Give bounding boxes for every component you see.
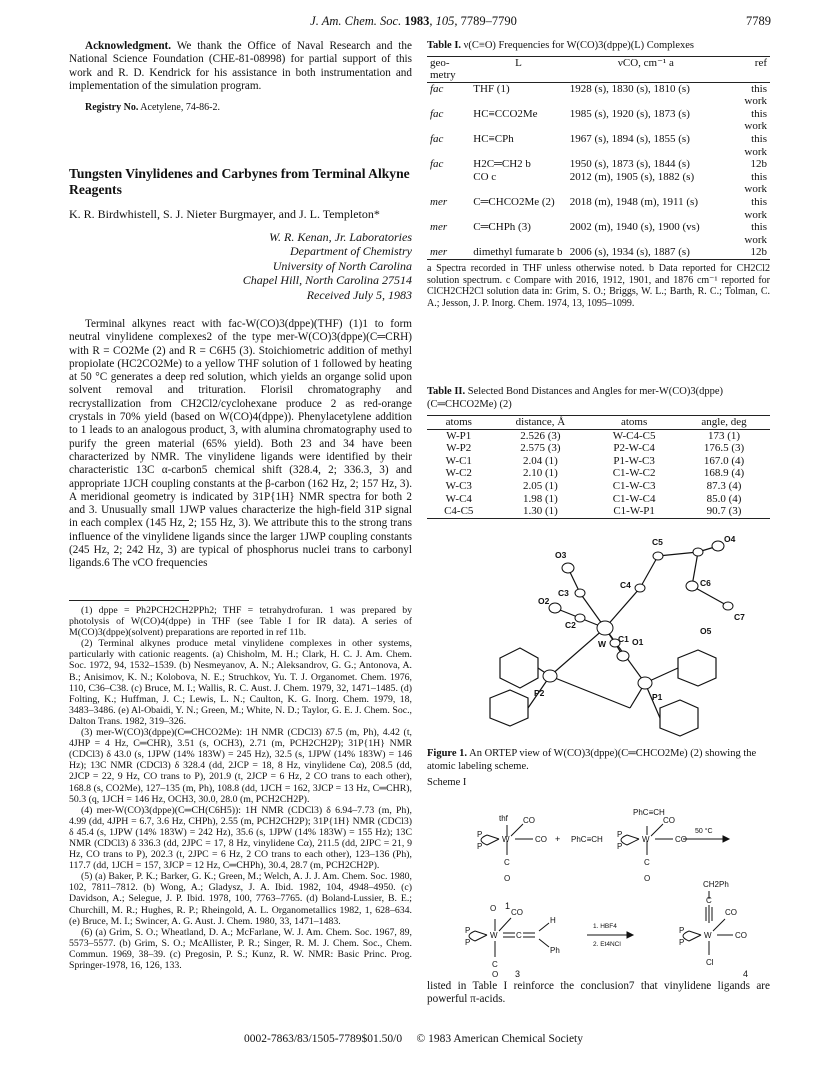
affiliation-line: University of North Carolina (272, 258, 412, 273)
atom-labels (534, 534, 745, 702)
atom-label: O3 (555, 550, 567, 560)
header-cell: ref (754, 56, 767, 69)
table-2-body (427, 429, 770, 518)
table-cell: C1-W-C3 (612, 479, 656, 492)
atom-label: C4 (620, 580, 631, 590)
w-label: W (502, 835, 510, 844)
article-authors: K. R. Birdwhistell, S. J. Nieter Burgmayer, and J. L. Templeton* (69, 207, 380, 221)
table-row (427, 493, 770, 506)
compound-number-1: 1 (505, 901, 511, 911)
header-cell: L (515, 56, 522, 69)
table-2 (427, 386, 770, 519)
co-label: CO (675, 835, 687, 844)
table-1-title: ν(C≡O) Frequencies for W(CO)3(dppe)(L) Complexes (463, 40, 695, 51)
table-cell: 2.575 (3) (520, 442, 561, 455)
table-cell: 173 (1) (707, 429, 741, 442)
table-cell: W-P2 (446, 442, 472, 455)
table-cell: 2012 (m), 1905 (s), 1882 (s) (569, 170, 695, 183)
table-1-notes: a Spectra recorded in THF unless otherwise noted. b Data reported for CH2Cl2 solution spectrum. c Compare with 2016, 1912, 1901, and 1876 cm⁻¹ reported for ClCH2CH2Cl solution data in: Grim, S. O.; Briggs, W. L.; Barth, R. C.; Tolman, C. A.; Jesson, J. P. Inorg. Chem. 1974, 13, 1095–1099. (427, 263, 770, 309)
table-cell: this work (744, 170, 767, 196)
w-label: W (642, 835, 650, 844)
atom-label: O4 (724, 534, 736, 544)
figure-1-caption (427, 748, 770, 773)
plus-sign: + (555, 834, 561, 844)
atom-label: O1 (632, 637, 644, 647)
article-title: Tungsten Vinylidenes and Carbynes from Terminal Alkyne Reagents (69, 166, 410, 197)
table-cell: 1967 (s), 1894 (s), 1855 (s) (569, 133, 690, 146)
atom-label: C3 (558, 588, 569, 598)
atom-label: O2 (538, 596, 550, 606)
journal-pages: 7789–7790 (460, 14, 517, 28)
thf-label: thf (499, 814, 508, 823)
o-label: O (490, 904, 497, 913)
table-1-body (427, 82, 770, 259)
table-cell: 12b (750, 246, 767, 259)
table-cell: HC≡CPh (473, 133, 514, 146)
table-1-caption (427, 40, 770, 53)
registry-text: Acetylene, 74-86-2. (140, 102, 220, 114)
table-cell: C1-W-P1 (613, 505, 655, 518)
p-label: P (679, 938, 685, 947)
reagent-step-1: 1. HBF4 (593, 923, 617, 930)
footnote: (5) (a) Baker, P. K.; Barker, G. K.; Green, M.; Welch, A. J. J. Am. Chem. Soc. 1980, 102, 7811–7812. (b) Wong, A.; Gladysz, J. A. Ibid. 1982, 104, 4948–4950. (c) Davidson, A.; Selegue, J. P. Ibid. 1978, 100, 7763–7765. (d) Boland-Lussier, B. E.; Churchill, M. R.; Hughes, R. P.; Rheingold, A. L. Organometallics 1982, 1, 628–634. (e) Bruce, M. I.; Swincer, A. G. Aust. J. Chem. 1980, 33, 1471–1483. (69, 871, 412, 927)
table-cell: 176.5 (3) (703, 442, 745, 455)
atom-label: C5 (652, 537, 663, 547)
atom-label: O5 (700, 626, 712, 636)
footnote: (4) mer-W(CO)3(dppe)(C═CH(C6H5)): 1H NMR (CDCl3) δ 6.94–7.73 (m, Ph), 4.99 (dd, 4JPH = 6.7, 3.6 Hz, CHPh), 2.55 (m, PCH2CH2P); 31P{1H} NMR (CDCl3) δ 45.4 (s, 1JPW (14% 183W) = 242 Hz), 35.6 (s, 1JPW (14% 183W) = 155 Hz); 13C NMR (CDCl3) δ 336.3 (dd, 2JPC = 17, 8 Hz, vinylidene Cα), 211.5 (dd, 2JPC = 21, 9 Hz, CO trans to P), 202.3 (t, 2JPC = 6 Hz, 2 CO trans to each other), 123–136 (Ph), 117.7 (dd, 1JCH = 157, 3JCP = 12 Hz, C═CHPh), 30.4, 28.7 (m, PCH2CH2P). (69, 804, 412, 872)
scheme-drawing (427, 791, 772, 979)
compound-number-4: 4 (743, 969, 749, 979)
figure-1-label: Figure 1. (427, 748, 468, 759)
left-column (69, 40, 412, 114)
journal-volume: 105 (435, 14, 455, 28)
table-cell: fac (430, 158, 444, 171)
table-cell: fac (430, 133, 444, 146)
article-body (69, 318, 412, 571)
ack-label: Acknowledgment. (85, 40, 172, 52)
o-label: O (492, 970, 499, 979)
table-cell: 2.04 (1) (522, 454, 558, 467)
table-cell: C4-C5 (444, 505, 474, 518)
affiliation-line: Chapel Hill, North Carolina 27514 (242, 273, 412, 287)
o-label: O (644, 874, 651, 883)
table-cell: 2.10 (1) (522, 467, 558, 480)
table-cell: C═CHPh (3) (473, 221, 531, 234)
co-label: CO (725, 908, 737, 917)
table-cell: H2C═CH2 b (473, 158, 531, 171)
ack-text: We thank the Office of Naval Research and the National Science Foundation (CHE-81-08998) for partial support of this work and R. D. Kendrick for his assistance in both instrumentation and implementation of the simulation program. (69, 40, 412, 92)
table-row (427, 133, 770, 158)
page-footer (0, 1033, 827, 1045)
table-cell: P2-W-C4 (613, 442, 655, 455)
table-cell: C═CHCO2Me (2) (473, 196, 555, 209)
table-cell: this work (744, 196, 767, 221)
table-row (427, 221, 770, 246)
arrow-condition: 50 °C (695, 828, 713, 835)
w-label: W (490, 931, 498, 940)
p-label: P (465, 926, 471, 935)
table-row (427, 455, 770, 468)
atom-label: P2 (534, 688, 545, 698)
table-cell: C1-W-C2 (612, 467, 656, 480)
table-cell: 2.05 (1) (522, 479, 558, 492)
table-cell: W-C4-C5 (612, 429, 656, 442)
received-date: Received July 5, 1983 (306, 287, 412, 302)
table-cell: 2018 (m), 1948 (m), 1911 (s) (569, 196, 698, 209)
table-cell: fac (430, 82, 444, 95)
table-row (427, 82, 770, 108)
w-label: W (704, 931, 712, 940)
table-2-label: Table II. (427, 386, 466, 397)
atom-label: W (598, 639, 607, 649)
table-cell: mer (430, 196, 448, 209)
table-cell: this work (744, 221, 767, 246)
co-label: CO (735, 931, 747, 940)
table-cell: 2006 (s), 1934 (s), 1887 (s) (569, 246, 690, 259)
c-label: C (644, 858, 650, 867)
registry-label: Registry No. (85, 102, 139, 114)
cl-label: Cl (706, 958, 714, 967)
footnote: (3) mer-W(CO)3(dppe)(C═CHCO2Me): 1H NMR (CDCl3) δ7.5 (m, Ph), 4.42 (t, 4JHP = 4 Hz, C═CHR), 3.51 (s, OCH3), 2.71 (m, PCH2CH2P); 31P{1H} NMR (CDCl3) δ 43.0 (s, 1JPW (14% 183W) = 245 Hz), 32.5 (s, 1JPW (14% 183W) = 146 Hz); 13C NMR (CDCl3) δ 328.4 (dd, 2JCP = 18, 8 Hz, vinylidene Cα), 208.5 (dd, 2JCP = 22, 9 Hz, CO trans to P), 201.9 (t, 2JCP = 6 Hz, 2 CO trans to each other), 168.8 (s, CO2Me), 127–135 (m, Ph), 108.8 (dd, 1JCH = 162, 3JCP = 13 Hz, C═CHR), 50.3 (q, 1JCH = 146 Hz, OCH3, 30.0, 28.0 (m, PCH2CH2P). (69, 727, 412, 805)
alkyne-top-label: PhC≡CH (633, 808, 665, 817)
journal-year: 1983 (404, 14, 430, 28)
footer-copyright: © 1983 American Chemical Society (416, 1033, 583, 1045)
table-row (427, 196, 770, 221)
footnote: (6) (a) Grim, S. O.; Wheatland, D. A.; McFarlane, W. J. Am. Chem. Soc. 1967, 89, 5573–5577. (b) Grim, S. O.; McAllister, P. R.; Singer, R. M. J. Chem. Soc., Chem. Commun. 1969, 38–39. (c) Pregosin, P. S.; Kunz, R. W. NMR: Basic Princ. Prog. Springer-1978, 16, 126, 133. (69, 926, 412, 971)
table-cell: 2.526 (3) (520, 429, 561, 442)
p-label: P (477, 830, 483, 839)
scheme-1-title: Scheme I (427, 777, 467, 788)
footnote: (2) Terminal alkynes produce metal vinylidene complexes in other systems, particularly with cationic reagents. (a) Chisholm, M. H.; Clark, H. C. J. Am. Chem. Soc. 1972, 94, 1532–1539. (b) Nesmeyanov, A. N.; Aleksandrov, G. G.; Antonova, A. B.; Anisimov, K. N.; Kolobova, N. E.; Struchkov, Yu. T. J. Organomet. Chem. 1976, 110, C36–C38. (c) Bruce, M. I.; Wallis, R. C. Aust. J. Chem. 1979, 32, 1471–1485. (d) Folting, K.; Huffman, J. C.; Lewis, L. N.; Caulton, K. G. Inorg. Chem. 1979, 18, 3483–3486. (e) Al-Obaidi, Y. N.; Green, M.; White, N. D.; Taylor, G. E. J. Chem. Soc., Dalton Trans. 1982, 319–326. (69, 638, 412, 727)
table-cell: THF (1) (473, 82, 510, 95)
co-label: CO (663, 816, 675, 825)
header-cell: atoms (445, 416, 472, 428)
figure-1-text: An ORTEP view of W(CO)3(dppe)(C═CHCO2Me) (2) showing the atomic labeling scheme. (427, 748, 757, 772)
table-cell: 12b (750, 158, 767, 171)
h-label: H (550, 916, 556, 925)
table-cell: W-C4 (445, 492, 472, 505)
footer-code: 0002-7863/83/1505-7789$01.50/0 (243, 1033, 403, 1045)
table-row (427, 158, 770, 171)
table-2-caption (427, 386, 770, 411)
table-row (427, 108, 770, 133)
table-cell: 90.7 (3) (706, 505, 742, 518)
table-1-grid (427, 57, 770, 260)
o-label: O (504, 874, 511, 883)
atom-label: C7 (734, 612, 745, 622)
p-label: P (679, 926, 685, 935)
table-cell: W-P1 (446, 429, 472, 442)
registry (69, 101, 412, 114)
header-cell: atoms (620, 416, 648, 428)
table-2-title: Selected Bond Distances and Angles for mer-W(CO)3(dppe)(C═CHCO2Me) (2) (427, 386, 723, 410)
affiliation-line: Department of Chemistry (290, 244, 412, 258)
co-label: CO (511, 908, 523, 917)
table-cell: dimethyl fumarate b (473, 246, 563, 259)
table-cell: 1950 (s), 1873 (s), 1844 (s) (569, 158, 690, 171)
p-label: P (617, 830, 623, 839)
table-row (427, 246, 770, 259)
header-cell: νCO, cm⁻¹ a (617, 56, 674, 69)
footnotes (69, 600, 412, 971)
table-cell: W-C3 (445, 479, 472, 492)
scheme-1 (427, 777, 772, 977)
header-cell: distance, Å (515, 416, 566, 428)
table-row (427, 442, 770, 455)
c-label: C (516, 931, 522, 940)
co-label: CO (523, 816, 535, 825)
table-row (427, 480, 770, 493)
table-cell: P1-W-C3 (613, 454, 655, 467)
atom-label: P1 (652, 692, 663, 702)
table-cell: 1928 (s), 1830 (s), 1810 (s) (569, 82, 690, 95)
atom-label: C1 (618, 634, 629, 644)
table-cell: this work (744, 107, 767, 133)
journal-name: J. Am. Chem. Soc. (310, 14, 402, 28)
c-label: C (504, 858, 510, 867)
table-cell: HC≡CCO2Me (473, 107, 538, 120)
table-cell (427, 171, 470, 196)
table-cell: 167.0 (4) (703, 454, 745, 467)
ch2ph-label: CH2Ph (703, 880, 729, 889)
p-label: P (617, 842, 623, 851)
page-number: 7789 (746, 14, 771, 28)
co-label: CO (535, 835, 547, 844)
running-header: J. Am. Chem. Soc. 1983, 105, 7789–7790 7789 (310, 14, 771, 28)
atom-label: C6 (700, 578, 711, 588)
figure-1-ortep (430, 508, 775, 744)
table-1 (427, 40, 770, 309)
footnote-rule (69, 600, 189, 601)
c-label: C (706, 896, 712, 905)
affiliation (69, 230, 412, 303)
header-cell: geo- metry (430, 56, 456, 82)
table-cell: mer (430, 221, 448, 234)
acknowledgment (69, 40, 412, 93)
table-2-grid (427, 416, 770, 518)
affiliation-line: W. R. Kenan, Jr. Laboratories (269, 229, 412, 244)
table-header-row (427, 57, 770, 83)
ortep-drawing (430, 508, 775, 744)
table-cell: 85.0 (4) (706, 492, 742, 505)
table-1-label: Table I. (427, 40, 462, 51)
reagent-step-2: 2. Et4NCl (593, 941, 621, 948)
compound-number-3: 3 (515, 969, 521, 979)
header-cell: angle, deg (701, 416, 747, 428)
table-cell: W-C2 (445, 467, 472, 480)
table-cell: 2002 (m), 1940 (s), 1900 (vs) (569, 221, 700, 234)
table-cell: this work (744, 82, 767, 108)
table-row (427, 171, 770, 196)
table-cell: C1-W-C4 (612, 492, 656, 505)
right-column-tail (427, 980, 770, 1007)
table-cell: 1985 (s), 1920 (s), 1873 (s) (569, 107, 690, 120)
body-paragraph: Terminal alkynes react with fac-W(CO)3(dppe)(THF) (1)1 to form neutral vinylidene complexes2 of the type mer-W(CO)3(dppe)(C═CRH) with R = CO2Me (2) and R = C6H5 (3). Stoichiometric addition of methyl propiolate (HC2CO2Me) to a yellow THF solution of 1 followed by heating at 50 °C generates a deep red solution, which yields an organge solid upon solvent removal and trituration. Florisil chromatography and recrystallization from CH2Cl2/cyclohexane produce 2 as red-orange crystals in 70% yield (based on W(CO)4(dppe)). Phenylacetylene addition to 1 leads to an analogous product, 3, with alumina chromatography used to purify the green material (65% yield). Both 23 and 34 have been characterized by NMR. The vinylidene ligands were identified by their characteristic 13C α-carbon5 chemical shift (328.4, 2; 336.3, 3) and appropriate 1JCH coupling constants at the β-carbon (162 Hz, 2; 157 Hz, 3). A meridional geometry is indicated by 31P{1H} NMR spectra for both 2 and 3. Unusually small 1JWP values characterize the high-field 31P signal in each complex (145 Hz, 2; 155 Hz, 3). We attribute this to the strong trans influence of the vinylidene ligands since the larger 1JWP coupling constants (245 Hz, 2; 242 Hz, 3) are typical of phosphorus nuclei trans to carbonyl ligands.6 The νCO frequencies (69, 318, 412, 570)
table-cell: CO c (473, 170, 497, 183)
table-cell: 168.9 (4) (703, 467, 745, 480)
table-row (427, 429, 770, 442)
atom-label: C2 (565, 620, 576, 630)
p-label: P (465, 938, 471, 947)
p-label: P (477, 842, 483, 851)
table-row (427, 467, 770, 480)
alkyne-label: PhC≡CH (571, 835, 603, 844)
table-cell: 87.3 (4) (706, 479, 742, 492)
article-heading (69, 166, 412, 302)
body-paragraph: listed in Table I reinforce the conclusion7 that vinylidene ligands are powerful π-acids. (427, 980, 770, 1006)
table-cell: 1.30 (1) (522, 505, 558, 518)
table-cell: 1.98 (1) (522, 492, 558, 505)
c-label: C (492, 960, 498, 969)
table-header-row (427, 416, 770, 429)
table-cell: W-C1 (445, 454, 472, 467)
footnote: (1) dppe = Ph2PCH2CH2PPh2; THF = tetrahydrofuran. 1 was prepared by photolysis of W(CO)4(dppe) in THF (see Table I for IR data). A series of M(CO)3(dppe)(solvent) preparations are reported in ref 11b. (69, 605, 412, 639)
table-cell: fac (430, 107, 444, 120)
ph-label: Ph (550, 946, 560, 955)
table-cell: mer (430, 246, 448, 259)
table-cell: this work (744, 133, 767, 158)
